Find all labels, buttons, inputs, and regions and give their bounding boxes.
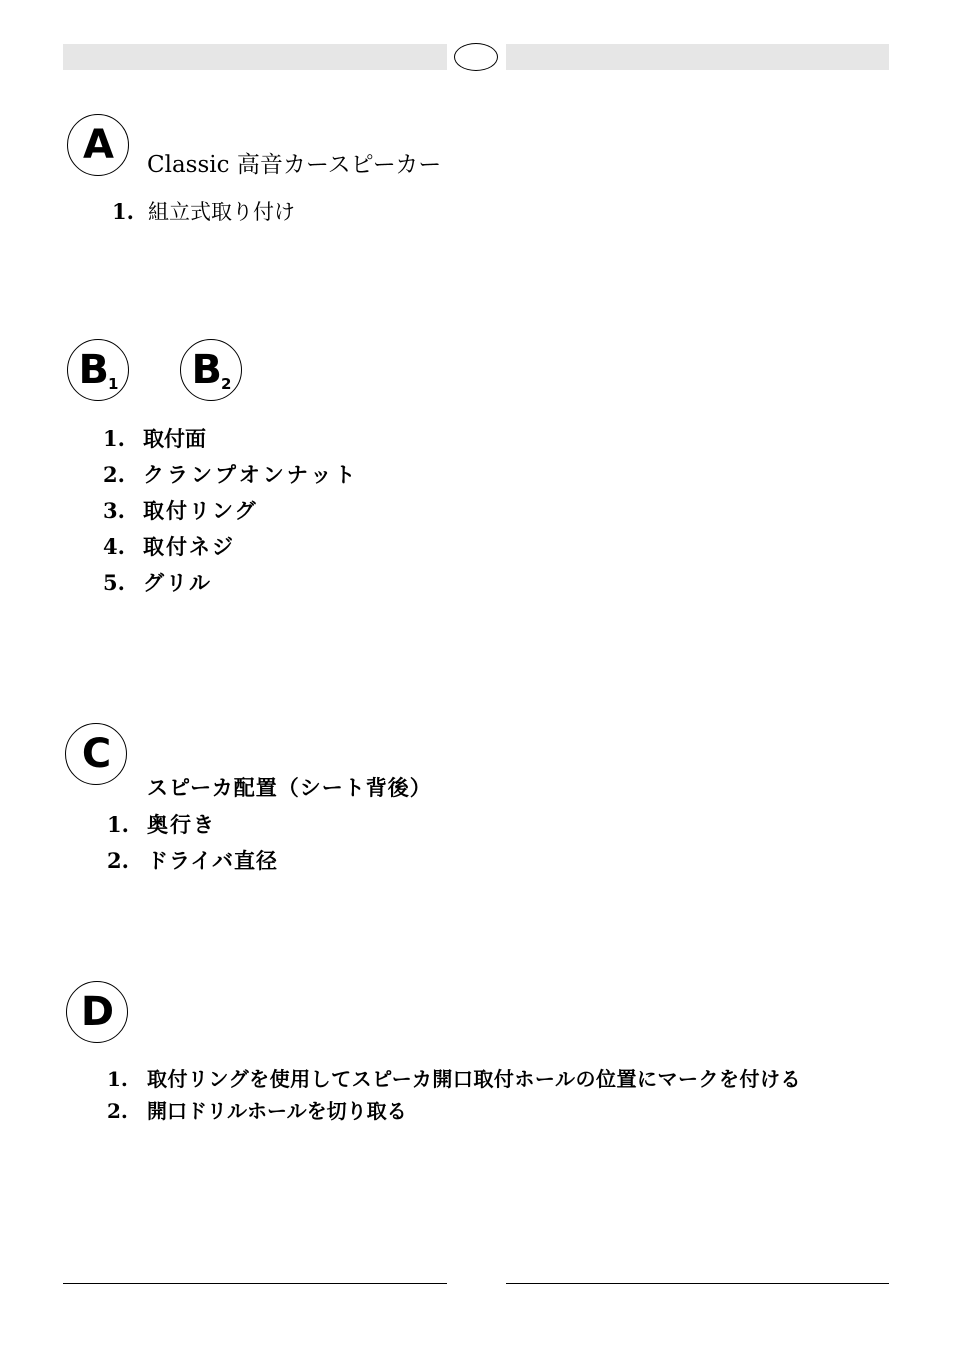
header-bar-left: [63, 44, 447, 70]
section-d-badge: [66, 981, 128, 1043]
list-item: 4. 取付ネジ: [103, 534, 235, 559]
list-item: 3. 取付リング: [103, 498, 258, 523]
section-b-list: [103, 421, 358, 601]
section-b2-letter: B: [191, 347, 222, 393]
footer-rule-left: [63, 1283, 447, 1284]
section-c-badge: [65, 723, 127, 785]
header-bar-right: [506, 44, 889, 70]
list-item: 2. クランプオンナット: [103, 462, 359, 487]
section-c-letter: C: [81, 731, 111, 777]
section-b1-letter: B: [78, 347, 109, 393]
section-a-badge: [67, 114, 129, 176]
list-item: 1. 取付リングを使用してスピーカ開口取付ホールの位置にマークを付ける: [107, 1067, 801, 1091]
list-item: 5. グリル: [103, 570, 212, 595]
list-item: 2. 開口ドリルホールを切り取る: [107, 1099, 407, 1123]
section-d-list: [107, 1063, 801, 1127]
footer-rule-right: [506, 1283, 889, 1284]
section-a-list: [112, 196, 295, 226]
section-d-letter: D: [80, 989, 114, 1035]
section-c-title: スピーカ配置（シート背後）: [147, 775, 432, 800]
section-b1-subscript: 1: [108, 375, 118, 393]
section-b2-badge: [180, 339, 242, 401]
list-item: 1. 取付面: [103, 426, 206, 451]
section-c-list: [107, 807, 278, 879]
list-item: 1. 組立式取り付け: [112, 199, 295, 224]
section-a-title: Classic 高音カースピーカー: [147, 152, 442, 178]
section-b2-subscript: 2: [221, 375, 231, 393]
section-b1-badge: [67, 339, 129, 401]
section-a-letter: A: [83, 122, 113, 168]
language-oval: [454, 43, 498, 71]
list-item: 1. 奥行き: [107, 812, 216, 837]
list-item: 2. ドライバ直径: [107, 848, 278, 873]
